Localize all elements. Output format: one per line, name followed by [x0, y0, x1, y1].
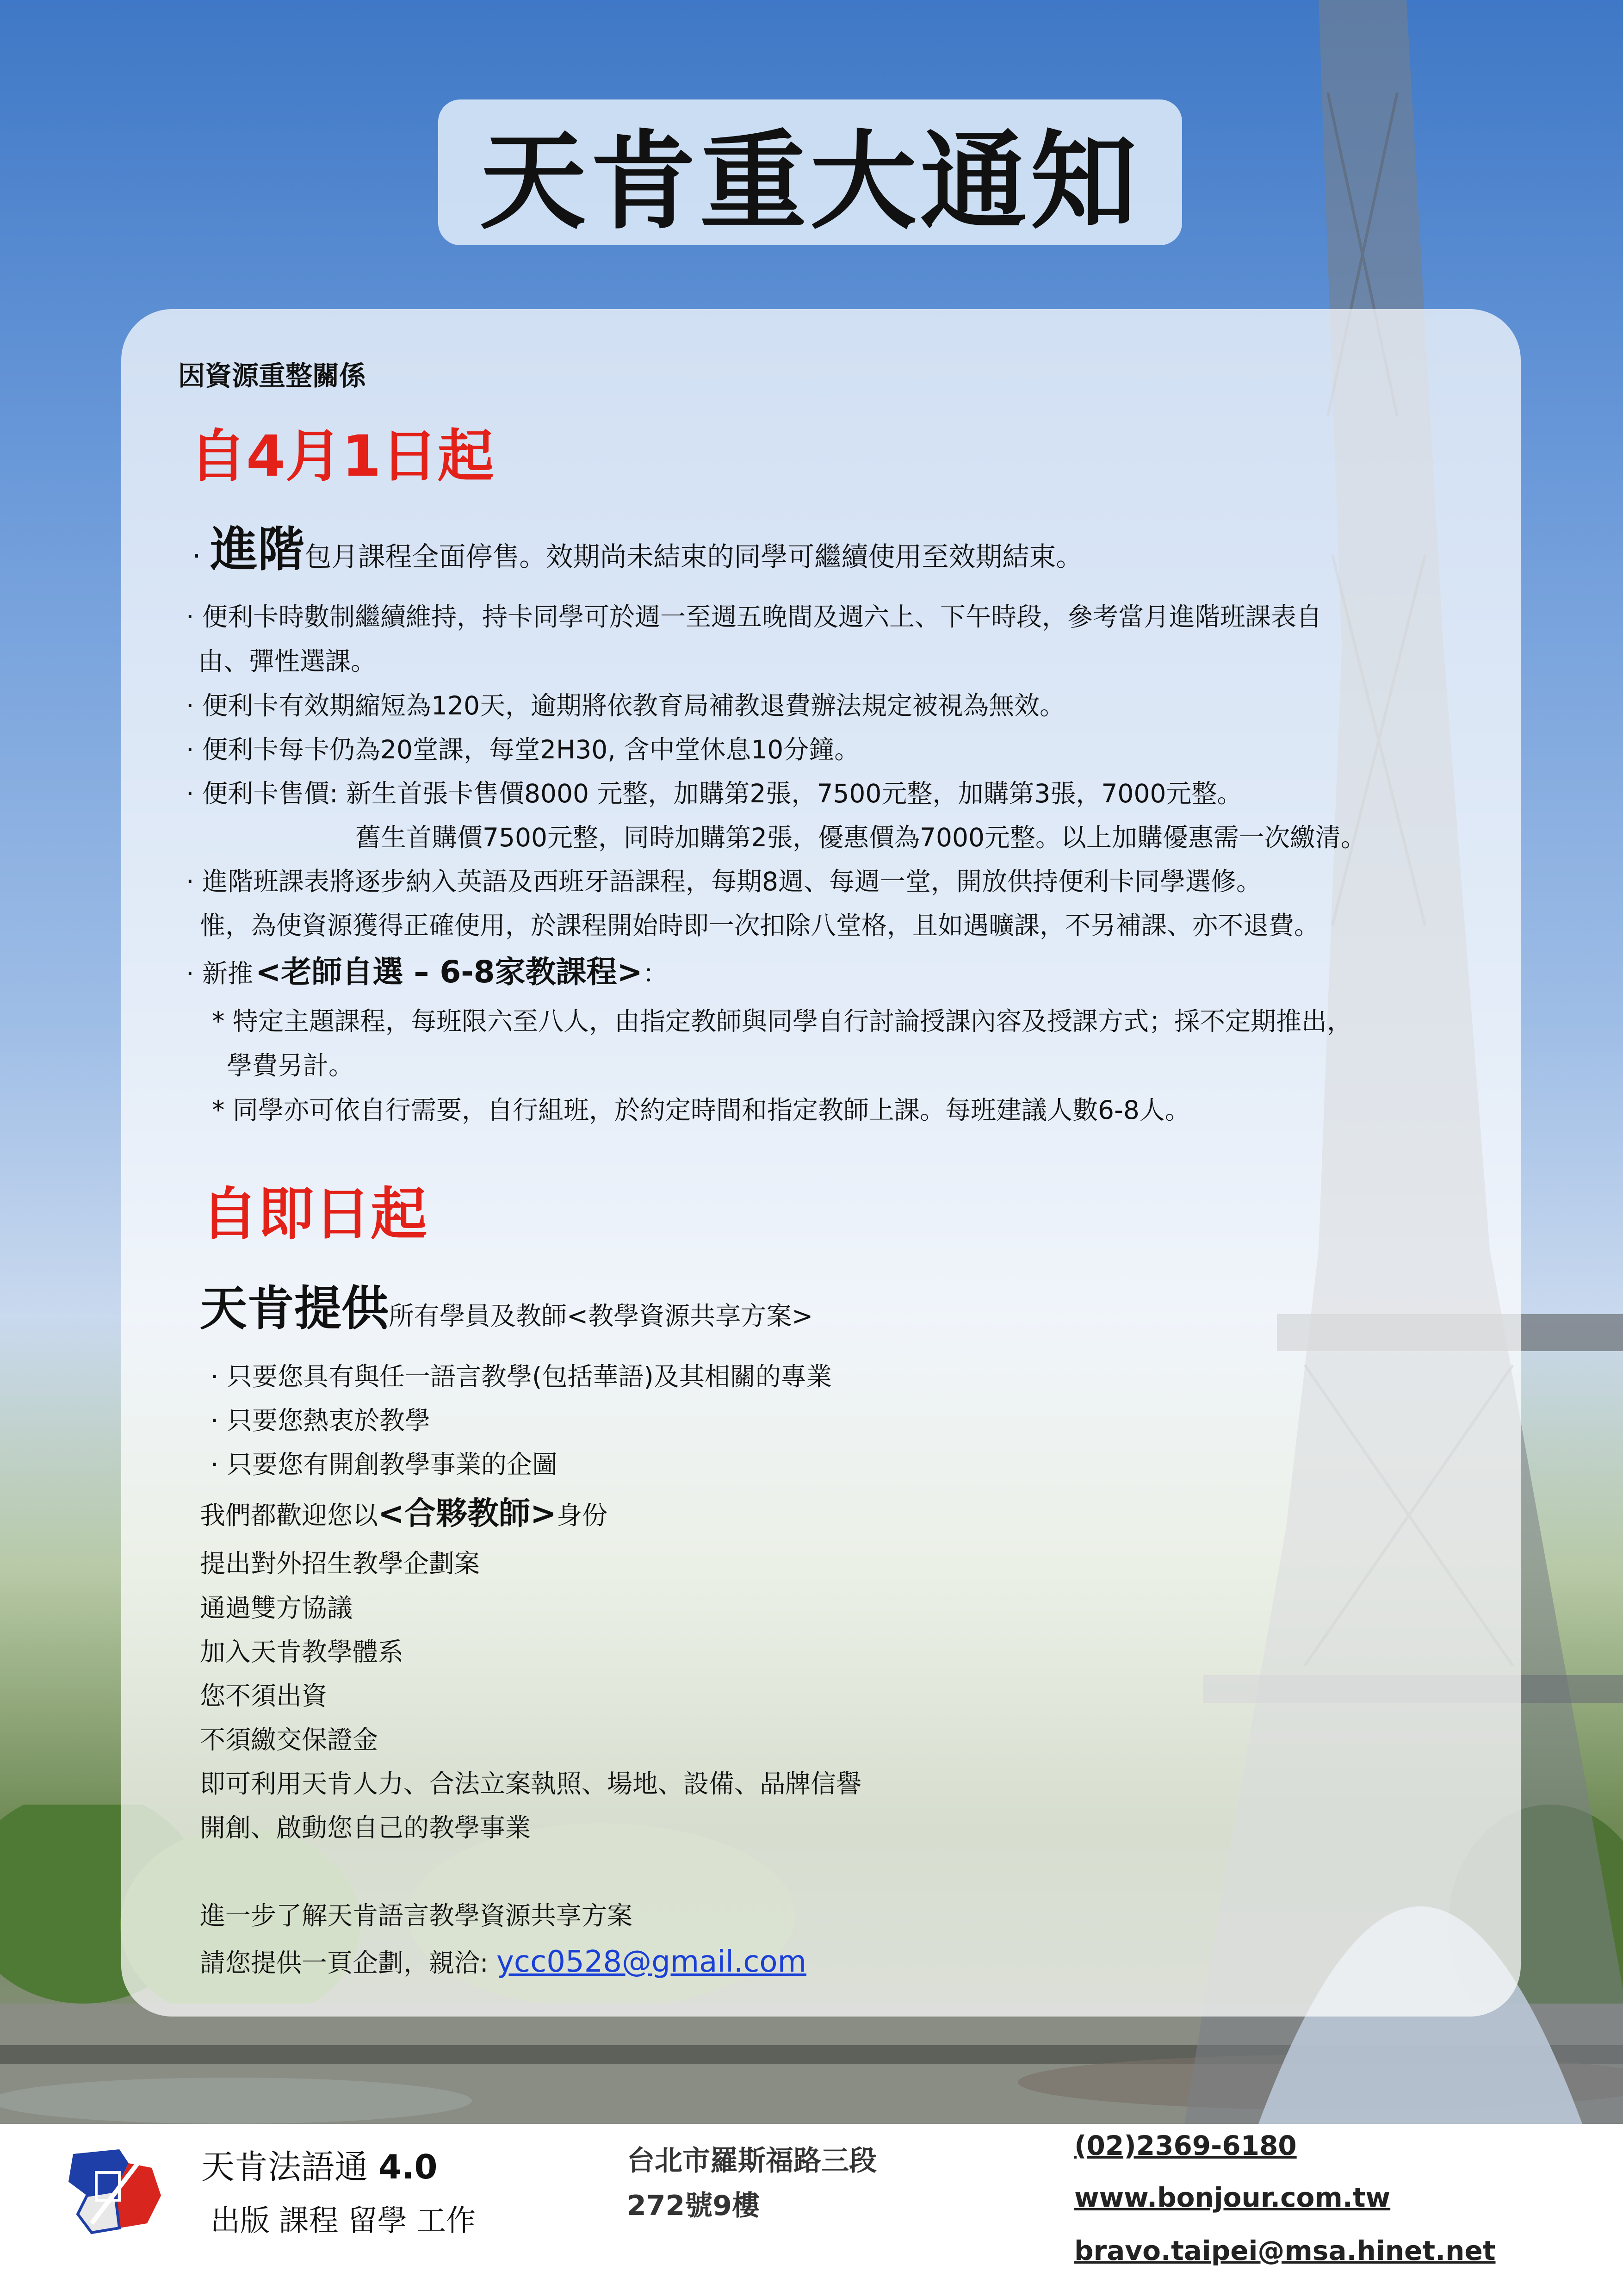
step-item: 通過雙方協議 — [200, 1593, 353, 1623]
page-title: 天肯重大通知 — [479, 120, 1140, 244]
address-line2: 272號9樓 — [627, 2190, 760, 2222]
notice-line: 舊生首購價7500元整，同時加購第2張，優惠價為7000元整。以上加購優惠需一次繳清。 — [355, 823, 1366, 852]
step-item: 即可利用天肯人力、合法立案執照、場地、設備、品牌信譽 — [200, 1769, 862, 1799]
reason-heading: 因資源重整關係 — [178, 360, 366, 391]
notice-line: · 便利卡時數制繼續維持，持卡同學可於週一至週五晚間及週六上、下午時段，參考當月進階班課表自 — [186, 602, 1322, 632]
notice-line: · 便利卡有效期縮短為120天，逾期將依教育局補教退費辦法規定被視為無效。 — [186, 691, 1065, 720]
offer-text: 所有學員及教師<教學資源共享方案> — [389, 1301, 813, 1331]
contact-line — [200, 1947, 806, 1977]
lead-keyword: 進階 — [210, 522, 305, 577]
notice-line: · 進階班課表將逐步納入英語及西班牙語課程，每期8週、每週一堂，開放供持便利卡同學選修。 — [186, 867, 1262, 896]
brand-tagline: 出版 課程 留學 工作 — [211, 2204, 476, 2238]
notice-line: 由、彈性選課。 — [198, 646, 377, 676]
welcome-suffix: 身份 — [556, 1501, 607, 1530]
sub-line: * 同學亦可依自行需要，自行組班，於約定時間和指定教師上課。每班建議人數6-8人。 — [212, 1095, 1190, 1125]
more-info-text: 進一步了解天肯語言教學資源共享方案 — [200, 1901, 633, 1930]
new-course-suffix: ： — [642, 959, 668, 988]
brand-version: 4.0 — [378, 2147, 438, 2186]
condition-item: · 只要您有開創教學事業的企圖 — [211, 1450, 558, 1479]
company-logo-icon — [59, 2135, 170, 2242]
welcome-line — [200, 1498, 607, 1530]
notice-line: · 便利卡每卡仍為20堂課，每堂2H30, 含中堂休息10分鐘。 — [186, 735, 860, 764]
notice-line: · 便利卡售價: 新生首張卡售價8000 元整，加購第2張，7500元整，加購第3張，7000元整。 — [186, 779, 1243, 808]
offer-keyword: 天肯提供 — [200, 1281, 389, 1336]
step-item: 加入天肯教學體系 — [200, 1637, 404, 1667]
new-course-prefix: · 新推 — [186, 959, 253, 988]
offer-line — [200, 1281, 813, 1336]
contact-prefix: 請您提供一頁企劃，親洽: — [200, 1948, 497, 1978]
condition-item: · 只要您具有與任一語言教學(包括華語)及其相關的專業 — [211, 1362, 832, 1391]
step-item: 不須繳交保證金 — [200, 1725, 378, 1755]
brand-name — [201, 2147, 438, 2186]
lead-text: 包月課程全面停售。效期尚未結束的同學可繼續使用至效期結束。 — [304, 541, 1083, 572]
new-course-title: <老師自選 – 6-8家教課程> — [255, 954, 643, 990]
section-heading-immediate: 自即日起 — [201, 1181, 427, 1247]
website-link[interactable]: www.bonjour.com.tw — [1074, 2182, 1391, 2213]
welcome-role: <合夥教師> — [378, 1496, 557, 1532]
step-item: 您不須出資 — [200, 1681, 328, 1711]
condition-item: · 只要您熱衷於教學 — [211, 1406, 430, 1435]
title-banner — [438, 99, 1182, 245]
bullet: · — [192, 539, 211, 573]
sub-line: 學費另計。 — [227, 1051, 354, 1080]
address-line1: 台北市羅斯福路三段 — [627, 2145, 877, 2177]
phone-number[interactable]: (02)2369-6180 — [1074, 2130, 1297, 2161]
footer-email-link[interactable]: bravo.taipei@msa.hinet.net — [1074, 2235, 1496, 2266]
contact-email-link[interactable]: ycc0528@gmail.com — [496, 1945, 806, 1979]
new-course-line — [186, 954, 668, 990]
welcome-prefix: 我們都歡迎您以 — [200, 1501, 378, 1530]
section-heading-april: 自4月1日起 — [190, 423, 494, 489]
lead-paragraph — [192, 522, 1083, 577]
footer — [0, 2124, 1623, 2296]
notice-line: 惟，為使資源獲得正確使用，於課程開始時即一次扣除八堂格，且如遇曠課，不另補課、亦不退費。 — [200, 911, 1320, 940]
sub-line: * 特定主題課程，每班限六至八人，由指定教師與同學自行討論授課內容及授課方式；採不定期推出， — [212, 1006, 1352, 1036]
step-item: 開創、啟動您自己的教學事業 — [200, 1813, 531, 1843]
brand-name-text: 天肯法語通 — [201, 2147, 378, 2186]
step-item: 提出對外招生教學企劃案 — [200, 1549, 480, 1578]
